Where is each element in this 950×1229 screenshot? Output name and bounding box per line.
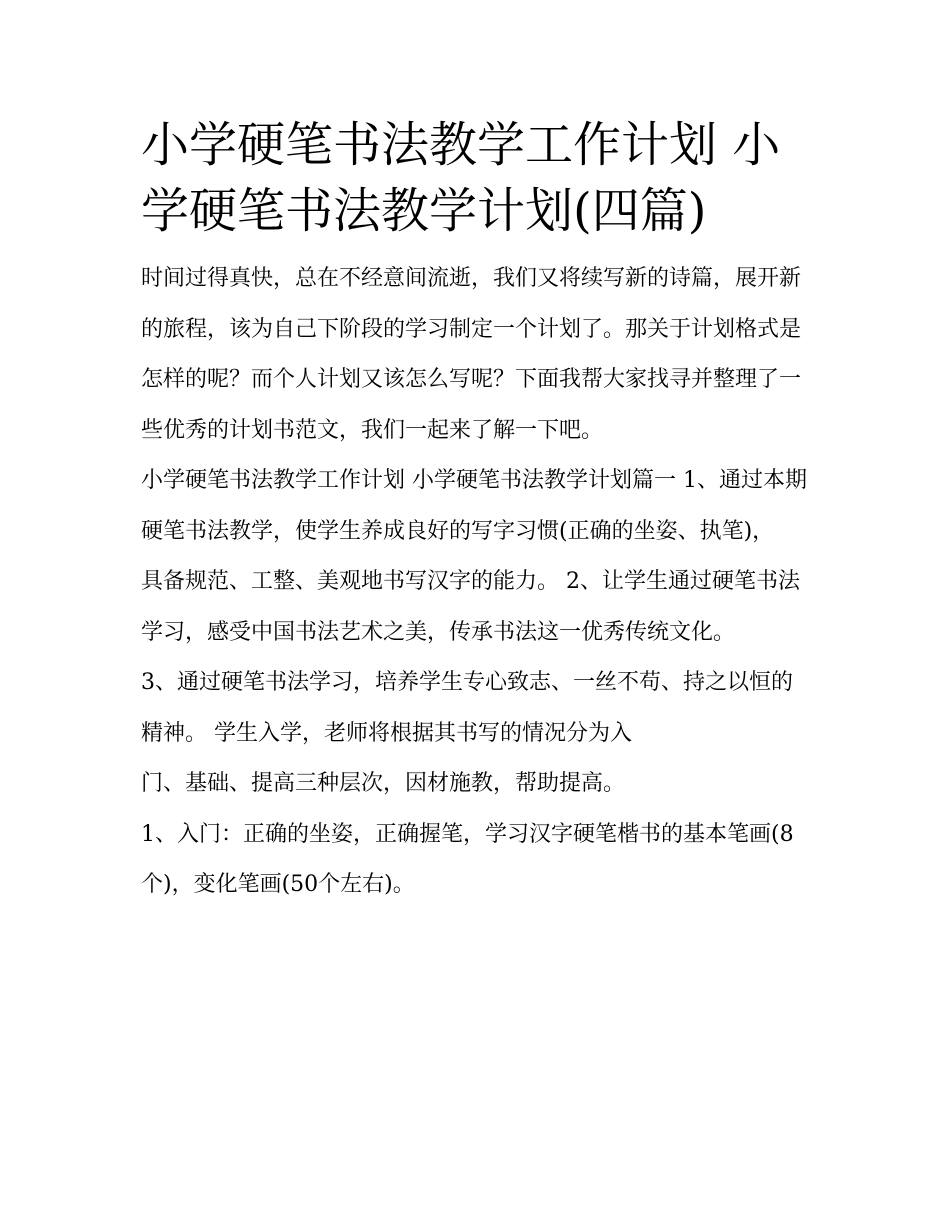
paragraph-entry-level: 1、入门：正确的坐姿，正确握笔，学习汉字硬笔楷书的基本笔画(8个)，变化笔画(50个左右)。 <box>141 821 794 897</box>
paragraph-goal-2: 具备规范、工整、美观地书写汉字的能力。 2、让学生通过硬笔书法学习，感受中国书法艺术之美，传承书法这一优秀传统文化。 <box>141 569 800 645</box>
paragraph-intro: 时间过得真快，总在不经意间流逝，我们又将续写新的诗篇，展开新的旅程，该为自己下阶段的学习制定一个计划了。那关于计划格式是怎样的呢？而个人计划又该怎么写呢？下面我帮大家找寻并整理了一些优秀的计划书范文，我们一起来了解一下吧。 <box>141 266 802 443</box>
paragraph-goal-1: 小学硬笔书法教学工作计划 小学硬笔书法教学计划篇一 1、通过本期硬笔书法教学，使学生养成良好的写字习惯(正确的坐姿、执笔)， <box>141 468 807 544</box>
paragraph-goal-3: 3、通过硬笔书法学习，培养学生专心致志、一丝不苟、持之以恒的精神。 学生入学，老师将根据其书写的情况分为入 <box>141 670 793 746</box>
paragraph-levels: 门、基础、提高三种层次，因材施教，帮助提高。 <box>141 771 626 796</box>
document-body <box>141 112 813 911</box>
document-title: 小学硬笔书法教学工作计划 小学硬笔书法教学计划(四篇) <box>141 117 781 239</box>
